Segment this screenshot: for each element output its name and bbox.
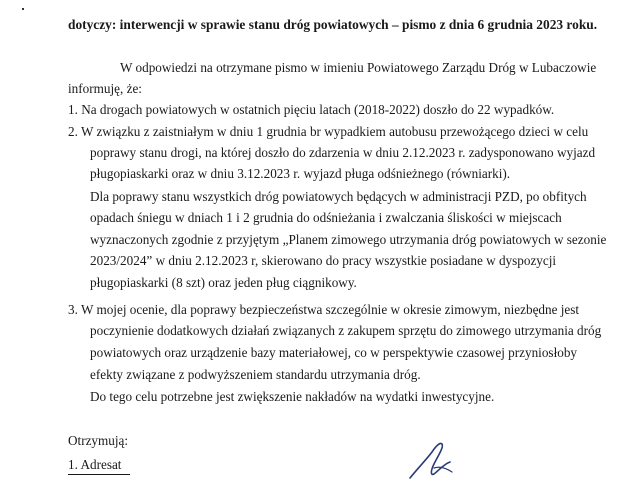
- list-item-2-para-line-5: pługopiaskarki (8 szt) oraz jeden pług ciągnikowy.: [90, 275, 357, 290]
- recipient-1: 1. Adresat: [68, 457, 122, 472]
- handwritten-signature: [400, 438, 480, 480]
- list-item-2-line-2: poprawy stanu drogi, na której doszło do zdarzenia w dniu 2.12.2023 r. zadysponowano wyjazd: [90, 145, 596, 160]
- list-item-3-line-1: 3. W mojej ocenie, dla poprawy bezpieczeństwa szczególnie w okresie zimowym, niezbędne jest: [68, 302, 580, 317]
- list-item-3-line-5: Do tego celu potrzebne jest zwiększenie nakładów na wydatki inwestycyjne.: [90, 389, 495, 404]
- list-item-2-para-line-3: wyznaczonych zgodnie z przyjętym „Planem zimowego utrzymania dróg powiatowych w sezonie: [90, 232, 607, 247]
- list-item-2-line-1: 2. W związku z zaistniałym w dniu 1 grudnia br wypadkiem autobusu przewożącego dzieci w celu: [68, 124, 589, 139]
- recipients-label: Otrzymują:: [68, 433, 129, 448]
- recipient-underline: [68, 474, 130, 475]
- list-item-1: 1. Na drogach powiatowych w ostatnich pięciu latach (2018-2022) doszło do 22 wypadków.: [68, 102, 555, 117]
- list-item-2-para-line-4: 2023/2024” w dniu 2.12.2023 r, skierowano do pracy wszystkie posiadane w dyspozycji: [90, 253, 557, 268]
- list-item-3-line-4: efekty związane z podwyższeniem standardu utrzymania dróg.: [90, 367, 421, 382]
- intro-line-1: W odpowiedzi na otrzymane pismo w imieniu Powiatowego Zarządu Dróg w Lubaczowie: [120, 60, 597, 75]
- letter-subject: dotyczy: interwencji w sprawie stanu dróg powiatowych – pismo z dnia 6 grudnia 2023 roku.: [68, 17, 598, 32]
- scan-speck: [22, 8, 24, 10]
- list-item-2-line-3: pługopiaskarki oraz w dniu 3.12.2023 r. wyjazd pługa odśnieżnego (równiarki).: [90, 166, 511, 181]
- list-item-3-line-3: powiatowych oraz urządzenie bazy materiałowej, co w perspektywie czasowej przyniosłoby: [90, 345, 578, 360]
- list-item-2-para-line-2: opadach śniegu w dniach 1 i 2 grudnia do odśnieżania i zwalczania śliskości w miejscach: [90, 210, 562, 225]
- intro-line-2: informuję, że:: [68, 81, 142, 96]
- list-item-2-para-line-1: Dla poprawy stanu wszystkich dróg powiatowych będących w administracji PZD, po obfitych: [90, 189, 587, 204]
- list-item-3-line-2: poczynienie dodatkowych działań związanych z zakupem sprzętu do zimowego utrzymania dróg: [90, 323, 602, 338]
